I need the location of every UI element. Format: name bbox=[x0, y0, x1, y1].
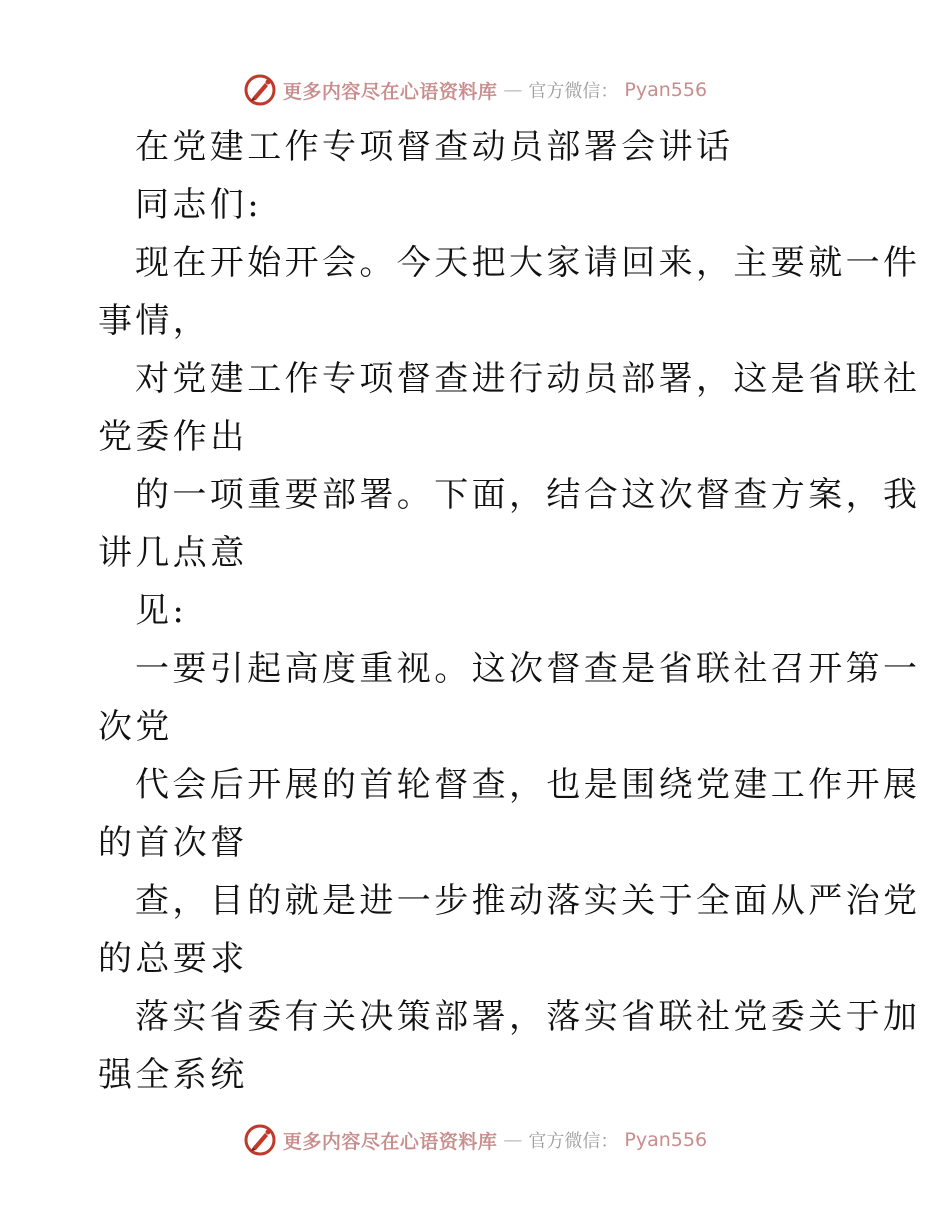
header-watermark bbox=[0, 70, 950, 110]
watermark-dash: — bbox=[503, 79, 523, 101]
text-line: 的一项重要部署。下面，结合这次督查方案，我 bbox=[135, 475, 921, 515]
text-line: 一要引起高度重视。这次督查是省联社召开第一 bbox=[135, 649, 921, 689]
pen-logo-icon bbox=[243, 73, 277, 107]
text-line: 的总要求 bbox=[98, 939, 248, 979]
text-line: 同志们: bbox=[135, 185, 263, 225]
text-line: 党委作出 bbox=[98, 417, 248, 457]
watermark-wechat-id: Pyan556 bbox=[624, 1129, 708, 1151]
text-line: 现在开始开会。今天把大家请回来，主要就一件 bbox=[135, 243, 921, 283]
watermark-prefix: 更多内容尽在心语资料库 bbox=[282, 80, 498, 103]
text-line: 落实省委有关决策部署，落实省联社党委关于加 bbox=[135, 997, 921, 1037]
watermark-prefix: 更多内容尽在心语资料库 bbox=[282, 1130, 498, 1153]
text-line: 对党建工作专项督查进行动员部署，这是省联社 bbox=[135, 359, 921, 399]
watermark-official-label: 官方微信： bbox=[528, 1131, 619, 1152]
document-body bbox=[98, 118, 921, 1104]
text-line: 事情， bbox=[98, 301, 211, 341]
text-line: 次党 bbox=[98, 707, 173, 747]
footer-watermark bbox=[0, 1120, 950, 1160]
text-line: 见: bbox=[135, 591, 188, 631]
watermark-official-label: 官方微信： bbox=[528, 81, 619, 102]
watermark-wechat-id: Pyan556 bbox=[624, 79, 708, 101]
text-line: 查，目的就是进一步推动落实关于全面从严治党 bbox=[135, 881, 921, 921]
text-line: 代会后开展的首轮督查，也是围绕党建工作开展 bbox=[135, 765, 921, 805]
text-line: 强全系统 bbox=[98, 1055, 248, 1095]
document-title: 在党建工作专项督查动员部署会讲话 bbox=[135, 127, 734, 167]
pen-logo-icon bbox=[243, 1123, 277, 1157]
text-line: 的首次督 bbox=[98, 823, 248, 863]
watermark-dash: — bbox=[503, 1129, 523, 1151]
text-line: 讲几点意 bbox=[98, 533, 248, 573]
